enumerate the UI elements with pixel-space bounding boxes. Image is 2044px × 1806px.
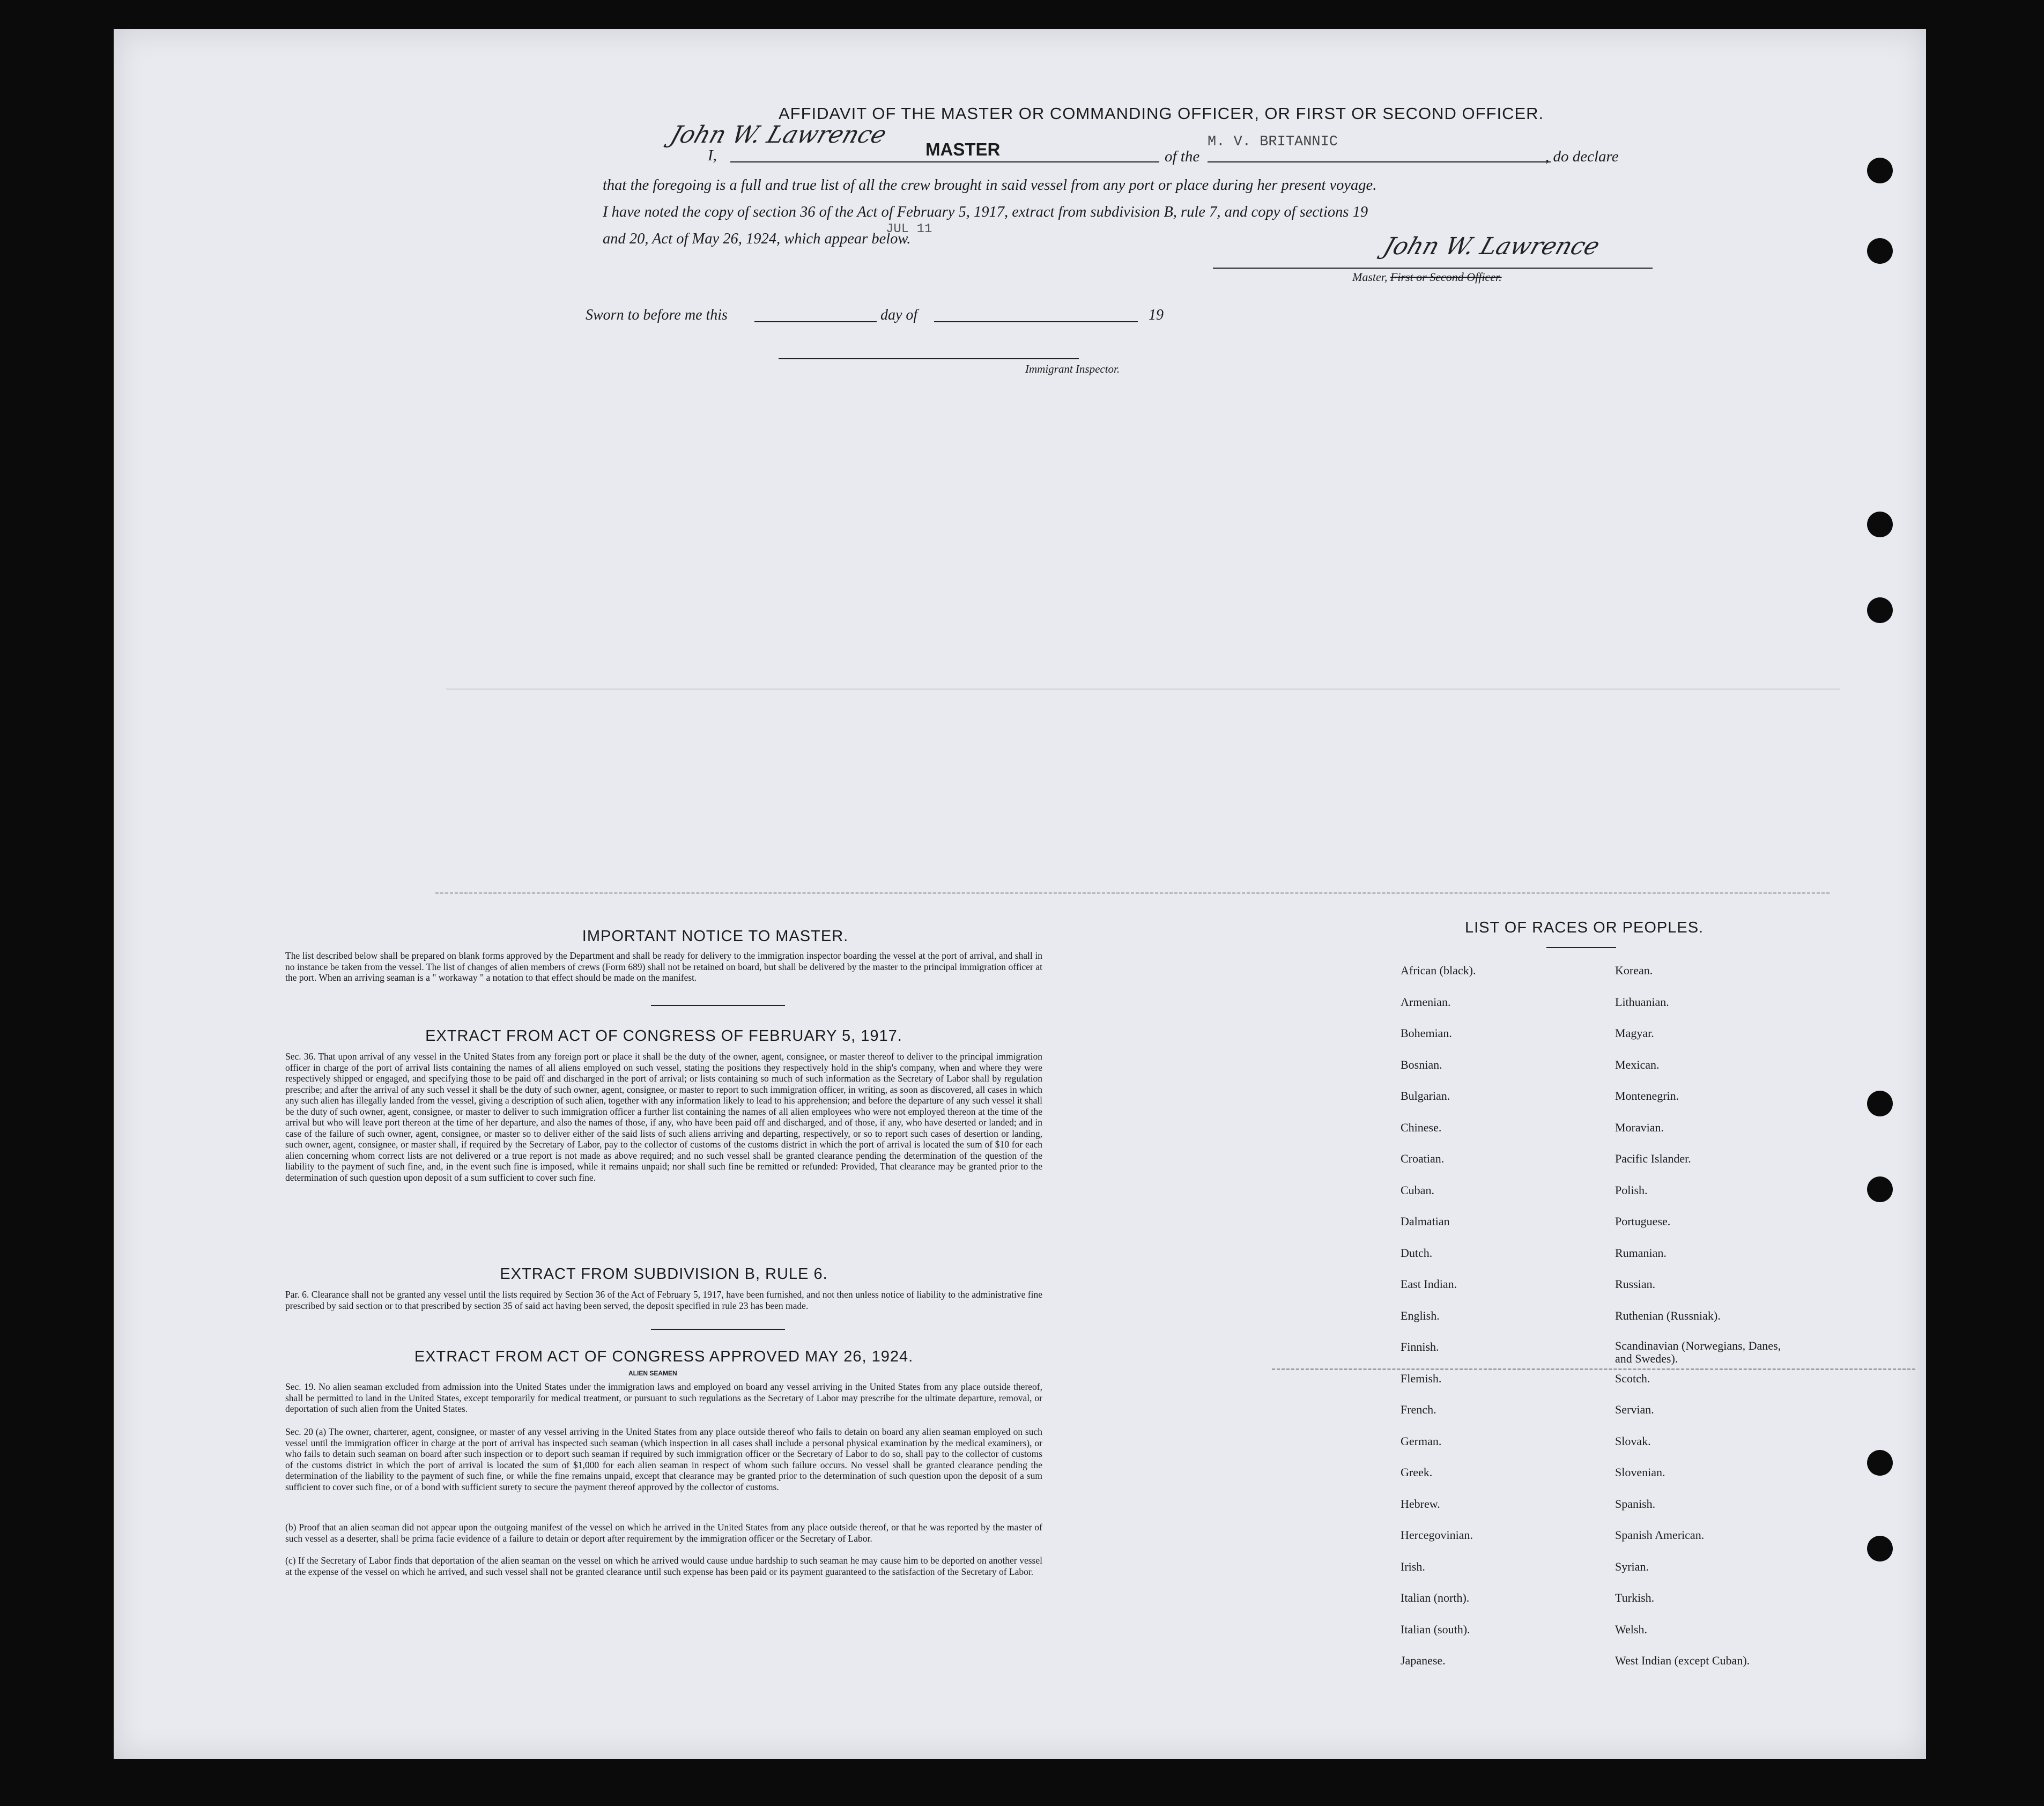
race-item: English. [1401,1308,1440,1322]
race-item: Japanese. [1401,1654,1446,1667]
act-1917-text: Sec. 36. That upon arrival of any vessel in the United States from any foreign port or place it shall be the duty of the owner, agent, consignee, or master thereof to deliver to the principal immigration officer in charge of the port of arrival lists containing the names of all aliens employed on such vessel, stating the positions they respectively hold in the ship's company, when and where they were respectively shipped or engaged, and specifying those to be paid off and discharged in the port of arrival; or lists containing so much of such information as the Secretary of Labor shall by regulation prescribe; and after the arrival of any such vessel it shall be the duty of such owner, agent, consignee, or master to report to such immigration officer, in writing, as soon as discovered, all cases in which any such alien has illegally landed from the vessel, giving a description of such alien, together with any information likely to lead to his apprehension; and before the departure of any such vessel it shall be the duty of such owner, agent, consignee, or master to deliver to such immigration officer a further list containing the names of all alien employees who were not employed thereon at the time of the arrival but who will leave port thereon at the time of her departure, and also the names of those, if any, who have been paid off and discharged, and of those, if any, who have deserted or landed; and in case of the failure of such owner, agent, consignee, or master so to deliver either of the said lists of such aliens arriving and departing, respectively, or so to report such cases of desertion or landing, such owner, agent, consignee, or master shall, if required by the Secretary of Labor, pay to the collector of customs of the customs district in which the port of arrival is located the sum of $10 for each alien concerning whom correct lists are not delivered or a true report is not made as above required; and no such vessel shall be granted clearance pending the determination of the question of the liability to the payment of such fine, and, in the event such fine is imposed, while it remains unpaid; nor shall such fine be remitted or refunded: Provided, That clearance may be granted prior to the determination of such question upon deposit of a sum sufficient to cover such fine. [285,1051,1042,1183]
race-item: Polish. [1615,1183,1648,1197]
punch-hole [1867,1450,1893,1476]
race-item: Syrian. [1615,1559,1649,1573]
affidavit-line-3: I have noted the copy of section 36 of the Act of February 5, 1917, extract from subdivision B, rule 7, and copy of sections 19 [603,204,1368,220]
race-item: Turkish. [1615,1591,1655,1604]
rule-6-title: EXTRACT FROM SUBDIVISION B, RULE 6. [500,1265,828,1283]
race-item: Slovak. [1615,1434,1651,1448]
of-the-label: of the [1165,148,1200,165]
race-item: Russian. [1615,1277,1656,1291]
race-item: Bohemian. [1401,1026,1452,1040]
act-1924-sec-20b: (b) Proof that an alien seaman did not appear upon the outgoing manifest of the vessel on which he arrived in the United States from any place outside thereof, or that he was reported by the master of such vessel as a deserter, shall be prima facie evidence of a failure to detain or deport after requirement by the immigration officer or the Secretary of Labor. [285,1522,1042,1544]
race-item: Italian (south). [1401,1622,1470,1636]
notice-text: The list described below shall be prepared on blank forms approved by the Department and shall be ready for delivery to the immigration inspector boarding the vessel at the port of arrival, and shall in no instance be taken from the vessel. The list of changes of alien members of crews (Form 689) shall not be retained on board, but shall be delivered by the master to the principal immigration officer at the port. When an arriving seaman is a " workaway " a notation to that effect should be made on the manifest. [285,950,1042,983]
race-item: Pacific Islander. [1615,1152,1691,1165]
race-item: Moravian. [1615,1120,1664,1134]
race-item: Montenegrin. [1615,1089,1679,1102]
punch-hole [1867,238,1893,264]
affidavit-line-2: that the foregoing is a full and true list of all the crew brought in said vessel from any port or place during her present voyage. [603,177,1377,194]
position-field: MASTER [925,139,1001,159]
race-item: Ruthenian (Russniak). [1615,1308,1721,1322]
alien-seamen-subtitle: ALIEN SEAMEN [628,1370,677,1377]
race-item: Korean. [1615,964,1653,977]
inspector-line [779,358,1079,359]
sworn-day-of: day of [880,307,918,323]
divider [1546,947,1616,948]
race-item: German. [1401,1434,1442,1448]
inspector-caption: Immigrant Inspector. [1025,362,1120,375]
sworn-day-line [754,321,877,322]
affidavit-line-4: and 20, Act of May 26, 1924, which appear below. [603,231,911,247]
punch-hole [1867,1091,1893,1116]
races-list-left [1401,963,1476,1685]
document-page [114,29,1926,1759]
sworn-year: 19 [1149,307,1164,323]
master-signature-2: John W. Lawrence [1380,233,1603,260]
race-item: Rumanian. [1615,1246,1667,1260]
vessel-name: M. V. BRITANNIC [1208,134,1338,150]
signature-line [1213,268,1653,269]
punch-hole [1867,1176,1893,1202]
vessel-line [1208,161,1551,162]
race-item: Dalmatian [1401,1215,1450,1228]
act-1924-sec-20c: (c) If the Secretary of Labor finds that deportation of the alien seaman on the vessel on which he arrived would cause undue hardship to such seaman he may cause him to be deported on another vessel at the expense of the vessel on which he arrived, and such vessel shall not be granted clearance until such expense has been paid or its payment guaranteed to the satisfaction of the Secretary of Labor. [285,1555,1042,1577]
do-declare-label: , do declare [1545,148,1619,165]
race-item: Spanish American. [1615,1528,1705,1542]
date-stamp: JUL 11 [886,222,932,236]
race-item: African (black). [1401,964,1476,977]
divider [651,1005,785,1006]
master-signature: John W. Lawrence [666,121,890,149]
punch-hole [1867,158,1893,183]
race-item: Hebrew. [1401,1497,1440,1511]
race-item: Mexican. [1615,1057,1660,1071]
race-item: Bosnian. [1401,1057,1442,1071]
show-through-rules [435,892,1830,905]
race-item: Portuguese. [1615,1215,1671,1228]
rule-6-text: Par. 6. Clearance shall not be granted any vessel until the lists required by Section 36 of the Act of February 5, 1917, have been furnished, and not then unless notice of liability to the administrative fine prescribed by said section or to that prescribed by section 35 of said act having been served, the deposit specified in rule 23 has been made. [285,1289,1042,1311]
race-item: Irish. [1401,1559,1425,1573]
act-1917-title: EXTRACT FROM ACT OF CONGRESS OF FEBRUARY 5, 1917. [425,1027,902,1045]
race-item: Dutch. [1401,1246,1433,1260]
sworn-month-line [934,321,1138,322]
race-item: Servian. [1615,1403,1654,1416]
act-1924-sec-19: Sec. 19. No alien seaman excluded from admission into the United States under the immigration laws and employed on board any vessel arriving in the United States from any place outside thereof, shall be permitted to land in the United States, except temporarily for medical treatment, or pursuant to such regulations as the Secretary of Labor may prescribe for the ultimate departure, removal, or deportation of such alien from the United States. [285,1381,1042,1414]
act-1924-title: EXTRACT FROM ACT OF CONGRESS APPROVED MAY 26, 1924. [414,1348,914,1365]
punch-hole [1867,1536,1893,1561]
race-item: Lithuanian. [1615,995,1669,1009]
race-item: Slovenian. [1615,1465,1665,1479]
race-item: Bulgarian. [1401,1089,1450,1102]
show-through-rules [446,689,1840,700]
notice-title: IMPORTANT NOTICE TO MASTER. [582,928,849,945]
race-item: West Indian (except Cuban). [1615,1654,1750,1667]
race-item: Spanish. [1615,1497,1656,1511]
race-item: Greek. [1401,1465,1433,1479]
position-line [730,161,1159,162]
races-title: LIST OF RACES OR PEOPLES. [1465,919,1704,936]
race-item: Croatian. [1401,1152,1445,1165]
punch-hole [1867,512,1893,537]
act-1924-sec-20a: Sec. 20 (a) The owner, charterer, agent, consignee, or master of any vessel arriving in the United States from any place outside thereof who fails to detain on board any alien seaman employed on such vessel until the immigration officer in charge at the port of arrival has inspected such seaman (which inspection in all cases shall include a personal physical examination by the medical examiners), or who fails to detain such seaman on board after such inspection or to deport such seaman if required by such immigration officer or the Secretary of Labor to do so, shall pay to the collector of customs of the customs district in which the port of arrival is located the sum of $1,000 for each alien seaman in respect of whom such failure occurs. No vessel shall be granted clearance pending the determination of the liability to the payment of such fine, or while the fine remains unpaid, except that clearance may be granted prior to the determination of such question upon the deposit of a sum sufficient to cover such fine, or of a bond with sufficient surety to secure the payment thereof approved by the collector of customs. [285,1426,1042,1492]
race-item: Armenian. [1401,995,1451,1009]
race-item: Italian (north). [1401,1591,1470,1604]
race-item: Scandinavian (Norwegians, Danes, and Swedes). [1615,1339,1781,1365]
race-item: Scotch. [1615,1371,1650,1385]
races-list-right [1615,963,1792,1685]
race-item: French. [1401,1403,1436,1416]
race-item: Hercegovinian. [1401,1528,1473,1542]
affidavit-opening: I, [708,147,717,164]
punch-hole [1867,597,1893,623]
race-item: Finnish. [1401,1340,1439,1353]
race-item: Magyar. [1615,1026,1654,1040]
show-through-rules [1272,1368,1915,1375]
sworn-label: Sworn to before me this [586,307,728,323]
race-item: Flemish. [1401,1371,1442,1385]
divider [651,1329,785,1330]
race-item: Chinese. [1401,1120,1442,1134]
signature-caption: Master, First or Second Officer. [1352,270,1502,284]
affidavit-title: AFFIDAVIT OF THE MASTER OR COMMANDING OFFICER, OR FIRST OR SECOND OFFICER. [779,104,1544,123]
race-item: East Indian. [1401,1277,1457,1291]
race-item: Cuban. [1401,1183,1434,1197]
race-item: Welsh. [1615,1622,1647,1636]
